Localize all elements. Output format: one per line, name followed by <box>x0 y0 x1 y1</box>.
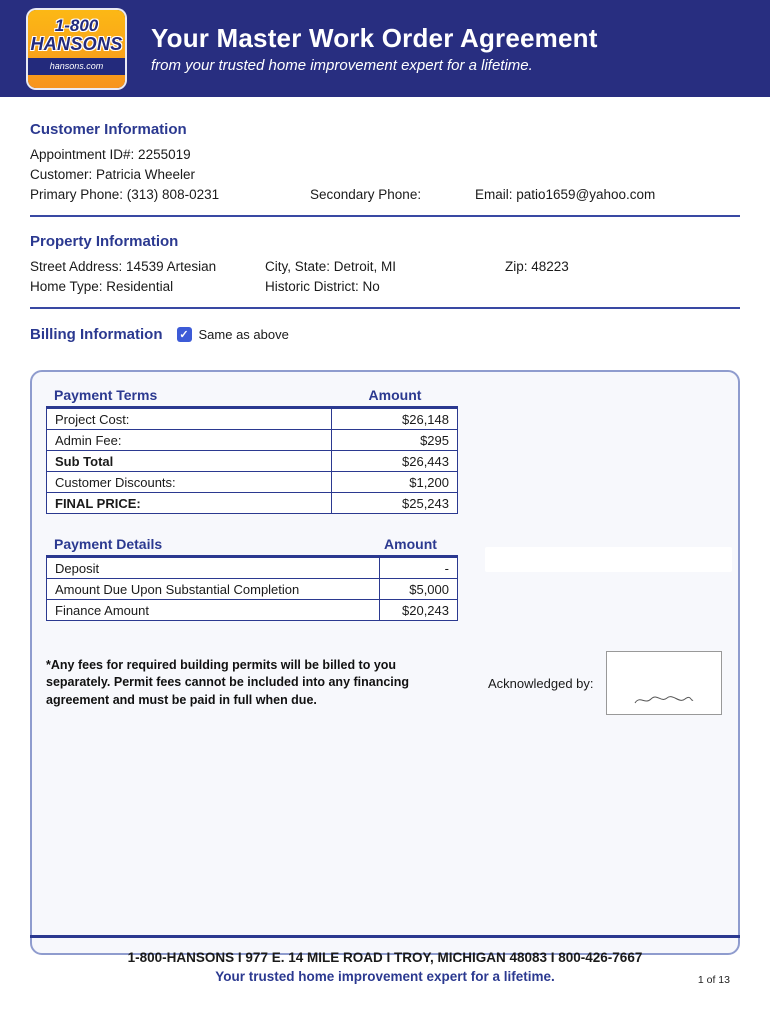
payment-details-heading: Payment Details <box>54 536 163 552</box>
row-amount: $25,243 <box>332 493 458 514</box>
row-amount: $295 <box>332 430 458 451</box>
payment-summary-box <box>30 370 740 955</box>
content-area <box>0 121 770 955</box>
row-label: Customer Discounts: <box>47 472 332 493</box>
row-label: FINAL PRICE: <box>47 493 332 514</box>
street-address: Street Address: 14539 Artesian <box>30 259 217 274</box>
payment-details-amount-heading: Amount <box>384 536 437 552</box>
table-row <box>47 493 458 514</box>
appointment-id: Appointment ID#: 2255019 <box>30 147 191 162</box>
row-label: Finance Amount <box>47 600 380 621</box>
customer-contact-row <box>30 187 740 202</box>
footer-divider <box>30 935 740 938</box>
payment-terms-amount-heading: Amount <box>368 387 422 403</box>
primary-phone: Primary Phone: (313) 808-0231 <box>30 187 220 202</box>
row-amount: $1,200 <box>332 472 458 493</box>
payment-terms-section <box>46 387 724 514</box>
row-label: Sub Total <box>47 451 332 472</box>
customer-name: Customer: Patricia Wheeler <box>30 167 196 182</box>
deposit-blank-field[interactable] <box>485 547 732 572</box>
table-row <box>47 430 458 451</box>
page-title: Your Master Work Order Agreement <box>151 23 598 53</box>
property-address-row <box>30 259 740 274</box>
customer-info-heading: Customer Information <box>30 121 187 138</box>
signature-image <box>633 692 695 708</box>
row-amount: $20,243 <box>380 600 458 621</box>
permit-fee-note: *Any fees for required building permits will be billed to you separately. Permit fees cannot be included into any financing agreement and must be paid in full when due. <box>46 658 410 707</box>
same-as-above-checkbox[interactable] <box>177 327 192 342</box>
row-label: Admin Fee: <box>47 430 332 451</box>
footer-tagline: Your trusted home improvement expert for a lifetime. <box>215 969 555 984</box>
footer <box>30 935 740 984</box>
row-amount: $5,000 <box>380 579 458 600</box>
secondary-phone: Secondary Phone: <box>310 187 422 202</box>
logo-line-hansons: HANSONS <box>30 33 123 54</box>
row-label: Deposit <box>47 558 380 579</box>
payment-details-header <box>46 536 458 557</box>
payment-terms-table <box>46 408 458 514</box>
city-state: City, State: Detroit, MI <box>265 259 397 274</box>
acknowledged-by-label: Acknowledged by: <box>488 675 594 691</box>
footer-address: 1-800-HANSONS I 977 E. 14 MILE ROAD I TROY, MICHIGAN 48083 I 800-426-7667 <box>127 950 643 965</box>
check-icon: ✓ <box>179 329 189 341</box>
page-subtitle: from your trusted home improvement expert for a lifetime. <box>151 57 533 74</box>
header-banner <box>0 0 770 97</box>
row-amount: $26,148 <box>332 409 458 430</box>
table-row <box>47 579 458 600</box>
section-divider <box>30 307 740 309</box>
row-label: Amount Due Upon Substantial Completion <box>47 579 380 600</box>
email: Email: patio1659@yahoo.com <box>475 187 656 202</box>
row-amount: $26,443 <box>332 451 458 472</box>
same-as-above-label: Same as above <box>198 327 289 342</box>
billing-info-heading: Billing Information <box>30 326 163 343</box>
table-row <box>47 558 458 579</box>
historic-district: Historic District: No <box>265 279 380 294</box>
header-text-block <box>151 23 598 74</box>
table-row <box>47 451 458 472</box>
property-info-heading: Property Information <box>30 233 179 250</box>
payment-terms-header <box>46 387 458 408</box>
payment-terms-heading: Payment Terms <box>54 387 158 403</box>
logo-domain-text: hansons.com <box>28 58 125 75</box>
logo-line-1800: 1-800 <box>54 15 99 35</box>
page-number: 1 of 13 <box>697 974 730 986</box>
payment-details-table <box>46 557 458 621</box>
row-amount: - <box>380 558 458 579</box>
permit-note-row <box>46 651 724 715</box>
zip: Zip: 48223 <box>505 259 569 274</box>
hansons-logo <box>28 10 125 88</box>
home-type: Home Type: Residential <box>30 279 174 294</box>
section-divider <box>30 215 740 217</box>
table-row <box>47 472 458 493</box>
row-label: Project Cost: <box>47 409 332 430</box>
signature-box[interactable] <box>606 651 722 715</box>
property-type-row <box>30 279 740 294</box>
table-row <box>47 409 458 430</box>
table-row <box>47 600 458 621</box>
billing-info-row <box>30 326 740 343</box>
